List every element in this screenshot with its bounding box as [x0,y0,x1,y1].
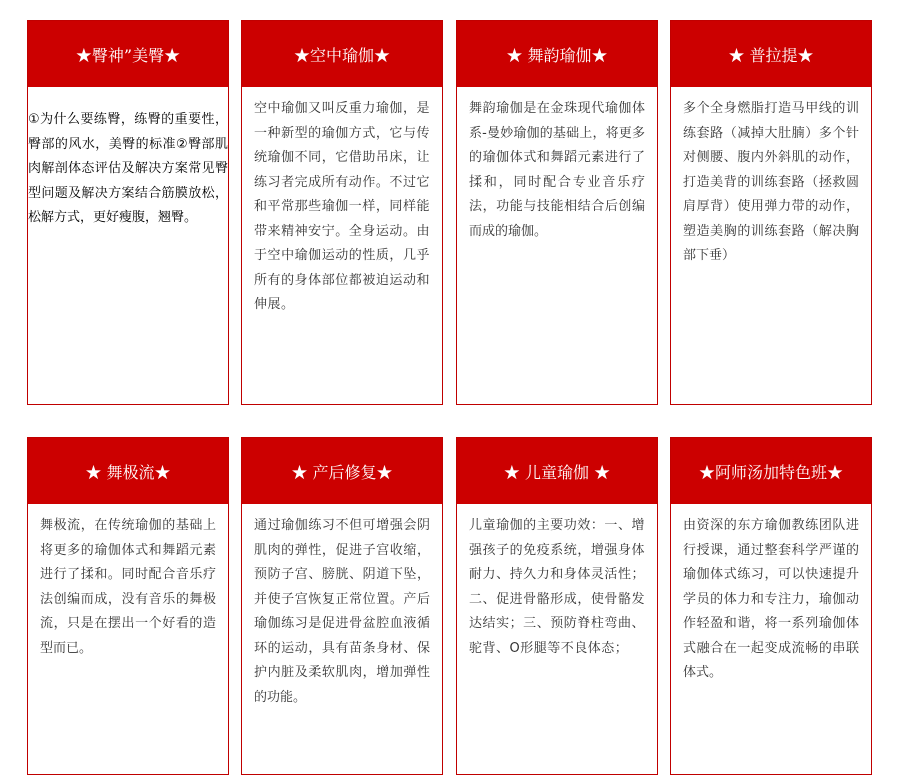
card-title: ★ 普拉提★ [671,21,871,87]
card-title: ★臀神”美臀★ [28,21,228,87]
card-description: 空中瑜伽又叫反重力瑜伽，是一种新型的瑜伽方式，它与传统瑜伽不同，它借助吊床，让练习者完成所有动作。不过它和平常那些瑜伽一样，同样能带来精神安宁。全身运动。由于空中瑜伽运动的性质，几乎所有的身体部位都被迫运动和伸展。 [254,101,430,312]
card-description: ①为什么要练臀，练臀的重要性，臀部的风水，美臀的标准②臀部肌肉解剖体态评估及解决方案常见臀型问题及解决方案结合筋膜放松，松解方式，更好瘦腹，翘臀。 [28,112,228,225]
card-title: ★阿师汤加特色班★ [671,438,871,504]
course-card-aerial-yoga [241,20,443,405]
card-description: 通过瑜伽练习不但可增强会阴肌肉的弹性，促进子宫收缩，预防子宫、膀胱、阴道下坠，并使子宫恢复正常位置。产后瑜伽练习是促进骨盆腔血液循环的运动，具有苗条身材、保护内脏及柔软肌肉，增加弹性的功能。 [254,518,430,705]
course-card-kids-yoga [456,437,658,775]
card-title: ★ 儿童瑜伽 ★ [457,438,657,504]
card-title: ★ 产后修复★ [242,438,442,504]
card-title: ★空中瑜伽★ [242,21,442,87]
course-card-dance-flow [27,437,229,775]
course-card-pilates [670,20,872,405]
card-description: 儿童瑜伽的主要功效：一、增强孩子的免疫系统，增强身体耐力、持久力和身体灵活性；二、促进骨骼形成，使骨骼发达结实；三、预防脊柱弯曲、驼背、O形腿等不良体态； [469,518,645,656]
card-title: ★ 舞韵瑜伽★ [457,21,657,87]
card-description: 多个全身燃脂打造马甲线的训练套路（减掉大肚腩）多个针对侧腰、腹内外斜肌的动作，打造美背的训练套路（拯救圆肩厚背）󠁥使用弹力带的动作，塑造美胸的训练套路（解决胸部下垂）󠁥 [683,101,859,263]
course-card-glute [27,20,229,405]
course-card-dance-yoga [456,20,658,405]
course-card-postpartum [241,437,443,775]
card-description: 由资深的东方瑜伽教练团队进行授课，通过整套科学严谨的瑜伽体式练习，可以快速提升学员的体力和专注力，瑜伽动作轻盈和谐，将一系列瑜伽体式融合在一起变成流畅的串联体式。 [683,518,859,680]
card-title: ★ 舞极流★ [28,438,228,504]
card-description: 舞极流，在传统瑜伽的基础上将更多的瑜伽体式和舞蹈元素进行了揉和。同时配合音乐疗法创编而成，没有音乐的舞极流，只是在摆出一个好看的造型而已。󠁥 [40,518,216,656]
course-card-ashtanga [670,437,872,775]
card-description: 舞韵瑜伽是在金珠现代瑜伽体系-曼妙瑜伽的基础上，将更多的瑜伽体式和舞蹈元素进行了揉和，同时配合专业音乐疗法，功能与技能相结合后创编而成的瑜伽。 [469,101,645,239]
